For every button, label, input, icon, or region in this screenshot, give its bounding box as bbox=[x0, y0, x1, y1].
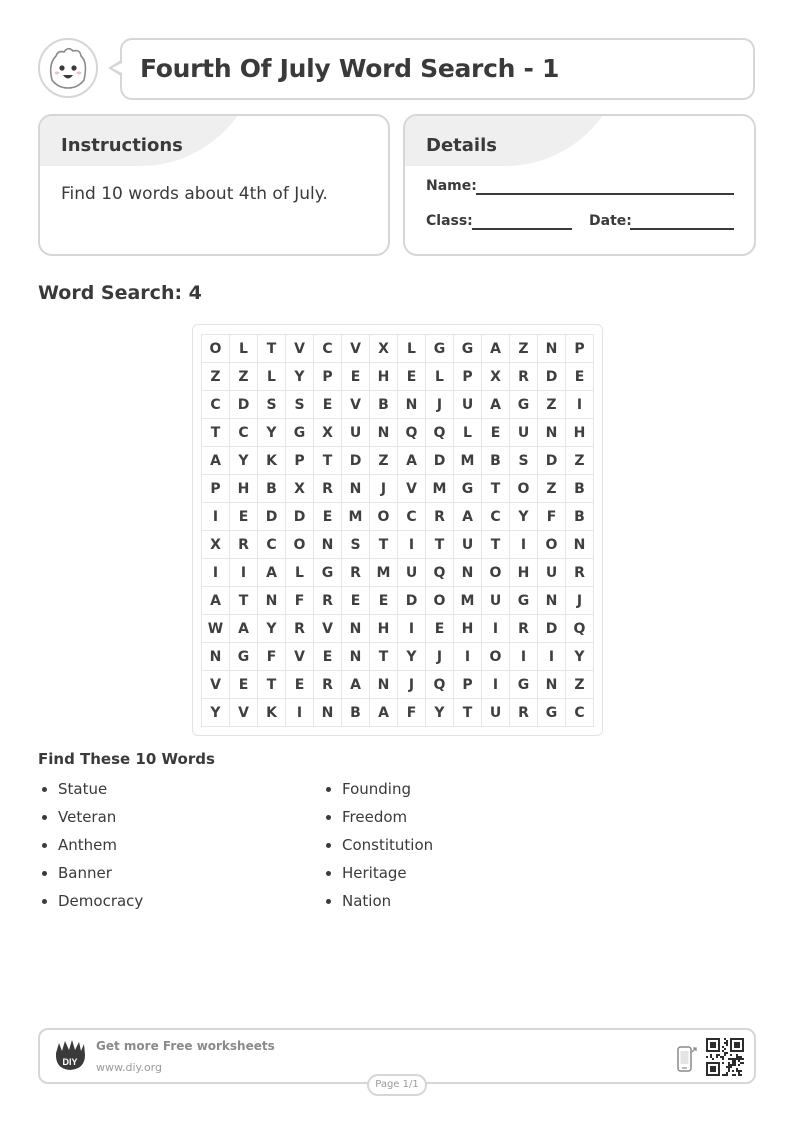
grid-cell[interactable]: E bbox=[566, 363, 594, 391]
grid-cell[interactable]: N bbox=[538, 587, 566, 615]
grid-cell[interactable]: G bbox=[286, 419, 314, 447]
grid-cell[interactable]: G bbox=[426, 335, 454, 363]
list-item: Statue bbox=[38, 779, 143, 807]
grid-cell[interactable]: N bbox=[314, 699, 342, 727]
grid-cell[interactable]: E bbox=[342, 587, 370, 615]
grid-cell[interactable]: T bbox=[370, 643, 398, 671]
grid-cell[interactable]: I bbox=[510, 643, 538, 671]
grid-cell[interactable]: J bbox=[426, 391, 454, 419]
grid-cell[interactable]: V bbox=[230, 699, 258, 727]
grid-cell[interactable]: X bbox=[286, 475, 314, 503]
grid-cell[interactable]: T bbox=[230, 587, 258, 615]
grid-cell[interactable]: B bbox=[482, 447, 510, 475]
grid-cell[interactable]: N bbox=[314, 531, 342, 559]
grid-cell[interactable]: D bbox=[538, 447, 566, 475]
grid-cell[interactable]: N bbox=[538, 419, 566, 447]
grid-cell[interactable]: X bbox=[314, 419, 342, 447]
grid-cell[interactable]: I bbox=[398, 531, 426, 559]
grid-cell[interactable]: E bbox=[230, 503, 258, 531]
grid-cell[interactable]: E bbox=[482, 419, 510, 447]
page-title: Fourth Of July Word Search - 1 bbox=[140, 54, 560, 83]
grid-cell[interactable]: E bbox=[230, 671, 258, 699]
word-search-heading: Word Search: 4 bbox=[38, 282, 202, 304]
grid-cell[interactable]: P bbox=[286, 447, 314, 475]
grid-cell[interactable]: M bbox=[454, 447, 482, 475]
date-field[interactable] bbox=[630, 228, 734, 230]
grid-cell[interactable]: Z bbox=[566, 671, 594, 699]
word-list-right bbox=[322, 779, 433, 919]
grid-cell[interactable]: C bbox=[202, 391, 230, 419]
grid-cell[interactable]: F bbox=[286, 587, 314, 615]
grid-cell[interactable]: R bbox=[314, 671, 342, 699]
grid-cell[interactable]: Z bbox=[566, 447, 594, 475]
grid-cell[interactable]: O bbox=[370, 503, 398, 531]
grid-cell[interactable]: P bbox=[454, 671, 482, 699]
grid-cell[interactable]: T bbox=[258, 335, 286, 363]
grid-cell[interactable]: Z bbox=[538, 391, 566, 419]
grid-cell[interactable]: J bbox=[566, 587, 594, 615]
grid-cell[interactable]: H bbox=[230, 475, 258, 503]
list-item: Freedom bbox=[322, 807, 433, 835]
title-box bbox=[120, 38, 755, 100]
grid-cell[interactable]: B bbox=[342, 699, 370, 727]
grid-cell[interactable]: G bbox=[314, 559, 342, 587]
grid-cell[interactable]: O bbox=[426, 587, 454, 615]
class-field[interactable] bbox=[472, 228, 572, 230]
grid-cell[interactable]: V bbox=[342, 391, 370, 419]
grid-cell[interactable]: I bbox=[454, 643, 482, 671]
grid-cell[interactable]: C bbox=[230, 419, 258, 447]
word-search-grid bbox=[201, 334, 594, 727]
grid-cell[interactable]: Z bbox=[202, 363, 230, 391]
grid-cell[interactable]: C bbox=[398, 503, 426, 531]
grid-cell[interactable]: L bbox=[426, 363, 454, 391]
title-bubble-tail-inner bbox=[112, 63, 122, 73]
grid-cell[interactable]: D bbox=[286, 503, 314, 531]
grid-cell[interactable]: R bbox=[510, 615, 538, 643]
grid-cell[interactable]: T bbox=[314, 447, 342, 475]
grid-cell[interactable]: I bbox=[286, 699, 314, 727]
grid-cell[interactable]: S bbox=[286, 391, 314, 419]
grid-cell[interactable]: Q bbox=[426, 419, 454, 447]
grid-cell[interactable]: U bbox=[482, 587, 510, 615]
grid-cell[interactable]: N bbox=[342, 475, 370, 503]
grid-cell[interactable]: M bbox=[454, 587, 482, 615]
grid-cell[interactable]: O bbox=[510, 475, 538, 503]
grid-cell[interactable]: A bbox=[258, 559, 286, 587]
phone-icon bbox=[676, 1044, 698, 1074]
grid-cell[interactable]: E bbox=[314, 391, 342, 419]
instructions-text: Find 10 words about 4th of July. bbox=[61, 184, 328, 204]
grid-cell[interactable]: O bbox=[482, 559, 510, 587]
grid-cell[interactable]: P bbox=[454, 363, 482, 391]
grid-cell[interactable]: F bbox=[398, 699, 426, 727]
grid-cell[interactable]: D bbox=[538, 363, 566, 391]
instructions-card bbox=[38, 114, 390, 256]
grid-cell[interactable]: N bbox=[202, 643, 230, 671]
grid-cell[interactable]: A bbox=[398, 447, 426, 475]
grid-cell[interactable]: O bbox=[286, 531, 314, 559]
grid-cell[interactable]: I bbox=[482, 615, 510, 643]
grid-cell[interactable]: I bbox=[398, 615, 426, 643]
grid-cell[interactable]: J bbox=[426, 643, 454, 671]
grid-cell[interactable]: C bbox=[566, 699, 594, 727]
grid-cell[interactable]: I bbox=[202, 503, 230, 531]
grid-cell[interactable]: A bbox=[202, 587, 230, 615]
grid-cell[interactable]: M bbox=[426, 475, 454, 503]
grid-cell[interactable]: L bbox=[230, 335, 258, 363]
grid-cell[interactable]: I bbox=[202, 559, 230, 587]
grid-cell[interactable]: I bbox=[482, 671, 510, 699]
instructions-heading: Instructions bbox=[61, 135, 183, 156]
list-item: Founding bbox=[322, 779, 433, 807]
grid-cell[interactable]: I bbox=[566, 391, 594, 419]
footer-url[interactable]: www.diy.org bbox=[96, 1061, 162, 1074]
grid-cell[interactable]: Z bbox=[230, 363, 258, 391]
grid-cell[interactable]: A bbox=[482, 391, 510, 419]
grid-cell[interactable]: G bbox=[230, 643, 258, 671]
grid-cell[interactable]: Z bbox=[538, 475, 566, 503]
grid-cell[interactable]: P bbox=[314, 363, 342, 391]
list-item: Democracy bbox=[38, 891, 143, 919]
grid-cell[interactable]: R bbox=[510, 363, 538, 391]
grid-cell[interactable]: X bbox=[202, 531, 230, 559]
grid-cell[interactable]: L bbox=[286, 559, 314, 587]
grid-cell[interactable]: Y bbox=[230, 447, 258, 475]
grid-cell[interactable]: B bbox=[370, 391, 398, 419]
grid-cell[interactable]: E bbox=[398, 363, 426, 391]
grid-cell[interactable]: P bbox=[202, 475, 230, 503]
grid-cell[interactable]: R bbox=[342, 559, 370, 587]
grid-cell[interactable]: R bbox=[426, 503, 454, 531]
grid-cell[interactable]: N bbox=[538, 671, 566, 699]
grid-cell[interactable]: A bbox=[230, 615, 258, 643]
grid-cell[interactable]: H bbox=[510, 559, 538, 587]
grid-cell[interactable]: K bbox=[258, 447, 286, 475]
grid-cell[interactable]: G bbox=[454, 475, 482, 503]
grid-cell[interactable]: I bbox=[230, 559, 258, 587]
grid-cell[interactable]: N bbox=[566, 531, 594, 559]
grid-cell[interactable]: L bbox=[258, 363, 286, 391]
grid-cell[interactable]: A bbox=[370, 699, 398, 727]
grid-cell[interactable]: C bbox=[258, 531, 286, 559]
grid-cell[interactable]: R bbox=[286, 615, 314, 643]
grid-cell[interactable]: Y bbox=[202, 699, 230, 727]
grid-cell[interactable]: T bbox=[258, 671, 286, 699]
word-list-heading: Find These 10 Words bbox=[38, 750, 215, 768]
class-label: Class: bbox=[426, 213, 473, 229]
grid-cell[interactable]: N bbox=[454, 559, 482, 587]
name-field[interactable] bbox=[476, 193, 734, 195]
diy-logo-icon bbox=[52, 1039, 88, 1073]
grid-cell[interactable]: Q bbox=[426, 671, 454, 699]
grid-cell[interactable]: N bbox=[342, 615, 370, 643]
grid-cell[interactable]: I bbox=[510, 531, 538, 559]
grid-cell[interactable]: L bbox=[398, 335, 426, 363]
grid-cell[interactable]: E bbox=[286, 671, 314, 699]
grid-cell[interactable]: E bbox=[370, 587, 398, 615]
grid-cell[interactable]: O bbox=[202, 335, 230, 363]
grid-cell[interactable]: Q bbox=[398, 419, 426, 447]
list-item: Banner bbox=[38, 863, 143, 891]
grid-cell[interactable]: C bbox=[482, 503, 510, 531]
grid-cell[interactable]: V bbox=[314, 615, 342, 643]
grid-cell[interactable]: R bbox=[566, 559, 594, 587]
list-item: Veteran bbox=[38, 807, 143, 835]
grid-cell[interactable]: M bbox=[370, 559, 398, 587]
grid-cell[interactable]: D bbox=[258, 503, 286, 531]
grid-cell[interactable]: E bbox=[342, 363, 370, 391]
grid-cell[interactable]: Z bbox=[370, 447, 398, 475]
word-search-frame bbox=[192, 324, 603, 736]
grid-cell[interactable]: S bbox=[258, 391, 286, 419]
grid-cell[interactable]: P bbox=[566, 335, 594, 363]
grid-cell[interactable]: T bbox=[482, 475, 510, 503]
grid-cell[interactable]: G bbox=[454, 335, 482, 363]
grid-cell[interactable]: E bbox=[314, 643, 342, 671]
grid-cell[interactable]: D bbox=[398, 587, 426, 615]
grid-cell[interactable]: W bbox=[202, 615, 230, 643]
grid-cell[interactable]: Y bbox=[566, 643, 594, 671]
grid-cell[interactable]: N bbox=[370, 671, 398, 699]
page-number: Page 1/1 bbox=[367, 1074, 427, 1096]
grid-cell[interactable]: S bbox=[510, 447, 538, 475]
mascot-avatar bbox=[38, 38, 98, 98]
grid-cell[interactable]: A bbox=[482, 335, 510, 363]
grid-cell[interactable]: Y bbox=[286, 363, 314, 391]
grid-cell[interactable]: D bbox=[342, 447, 370, 475]
grid-cell[interactable]: U bbox=[510, 419, 538, 447]
grid-cell[interactable]: N bbox=[258, 587, 286, 615]
name-label: Name: bbox=[426, 178, 477, 194]
grid-cell[interactable]: U bbox=[482, 699, 510, 727]
date-label: Date: bbox=[589, 213, 632, 229]
list-item: Heritage bbox=[322, 863, 433, 891]
grid-cell[interactable]: V bbox=[286, 335, 314, 363]
grid-cell[interactable]: M bbox=[342, 503, 370, 531]
grid-cell[interactable]: F bbox=[538, 503, 566, 531]
grid-cell[interactable]: H bbox=[454, 615, 482, 643]
grid-cell[interactable]: A bbox=[202, 447, 230, 475]
grid-cell[interactable]: O bbox=[482, 643, 510, 671]
grid-cell[interactable]: E bbox=[426, 615, 454, 643]
grid-cell[interactable]: V bbox=[398, 475, 426, 503]
grid-cell[interactable]: J bbox=[398, 671, 426, 699]
mascot-icon bbox=[40, 40, 96, 96]
grid-cell[interactable]: Y bbox=[510, 503, 538, 531]
grid-cell[interactable]: N bbox=[398, 391, 426, 419]
details-heading: Details bbox=[426, 135, 497, 156]
grid-cell[interactable]: U bbox=[454, 531, 482, 559]
grid-cell[interactable]: I bbox=[538, 643, 566, 671]
grid-cell[interactable]: C bbox=[314, 335, 342, 363]
grid-cell[interactable]: Q bbox=[566, 615, 594, 643]
grid-cell[interactable]: U bbox=[398, 559, 426, 587]
grid-cell[interactable]: Q bbox=[426, 559, 454, 587]
grid-cell[interactable]: X bbox=[482, 363, 510, 391]
grid-cell[interactable]: N bbox=[538, 335, 566, 363]
grid-cell[interactable]: B bbox=[566, 503, 594, 531]
grid-cell[interactable]: V bbox=[342, 335, 370, 363]
grid-cell[interactable]: S bbox=[342, 531, 370, 559]
grid-cell[interactable]: T bbox=[482, 531, 510, 559]
grid-cell[interactable]: X bbox=[370, 335, 398, 363]
grid-cell[interactable]: R bbox=[314, 587, 342, 615]
grid-cell[interactable]: N bbox=[342, 643, 370, 671]
grid-cell[interactable]: Z bbox=[510, 335, 538, 363]
grid-cell[interactable]: Y bbox=[426, 699, 454, 727]
grid-cell[interactable]: L bbox=[454, 419, 482, 447]
grid-cell[interactable]: G bbox=[510, 391, 538, 419]
grid-cell[interactable]: A bbox=[454, 503, 482, 531]
grid-cell[interactable]: J bbox=[370, 475, 398, 503]
grid-cell[interactable]: V bbox=[286, 643, 314, 671]
list-item: Nation bbox=[322, 891, 433, 919]
grid-cell[interactable]: R bbox=[314, 475, 342, 503]
grid-cell[interactable]: U bbox=[538, 559, 566, 587]
grid-cell[interactable]: H bbox=[370, 615, 398, 643]
grid-cell[interactable]: F bbox=[258, 643, 286, 671]
grid-cell[interactable]: D bbox=[426, 447, 454, 475]
grid-cell[interactable]: E bbox=[314, 503, 342, 531]
grid-cell[interactable]: D bbox=[230, 391, 258, 419]
list-item: Anthem bbox=[38, 835, 143, 863]
grid-cell[interactable]: T bbox=[426, 531, 454, 559]
grid-cell[interactable]: H bbox=[566, 419, 594, 447]
grid-cell[interactable]: U bbox=[342, 419, 370, 447]
grid-cell[interactable]: R bbox=[510, 699, 538, 727]
grid-cell[interactable]: G bbox=[510, 671, 538, 699]
logo-text: DIY bbox=[62, 1057, 78, 1067]
footer-tagline: Get more Free worksheets bbox=[96, 1039, 275, 1053]
grid-cell[interactable]: T bbox=[202, 419, 230, 447]
grid-cell[interactable]: O bbox=[538, 531, 566, 559]
grid-cell[interactable]: B bbox=[566, 475, 594, 503]
grid-cell[interactable]: G bbox=[510, 587, 538, 615]
grid-cell[interactable]: G bbox=[538, 699, 566, 727]
grid-cell[interactable]: K bbox=[258, 699, 286, 727]
grid-cell[interactable]: B bbox=[258, 475, 286, 503]
qr-code-icon[interactable] bbox=[706, 1038, 744, 1076]
grid-cell[interactable]: U bbox=[454, 391, 482, 419]
grid-cell[interactable]: V bbox=[202, 671, 230, 699]
grid-cell[interactable]: Y bbox=[258, 615, 286, 643]
grid-cell[interactable]: A bbox=[342, 671, 370, 699]
word-list-left bbox=[38, 779, 143, 919]
grid-cell[interactable]: Y bbox=[398, 643, 426, 671]
list-item: Constitution bbox=[322, 835, 433, 863]
grid-cell[interactable]: N bbox=[370, 419, 398, 447]
grid-cell[interactable]: Y bbox=[258, 419, 286, 447]
grid-cell[interactable]: T bbox=[370, 531, 398, 559]
details-card bbox=[403, 114, 756, 256]
grid-cell[interactable]: T bbox=[454, 699, 482, 727]
grid-cell[interactable]: R bbox=[230, 531, 258, 559]
grid-cell[interactable]: D bbox=[538, 615, 566, 643]
grid-cell[interactable]: H bbox=[370, 363, 398, 391]
